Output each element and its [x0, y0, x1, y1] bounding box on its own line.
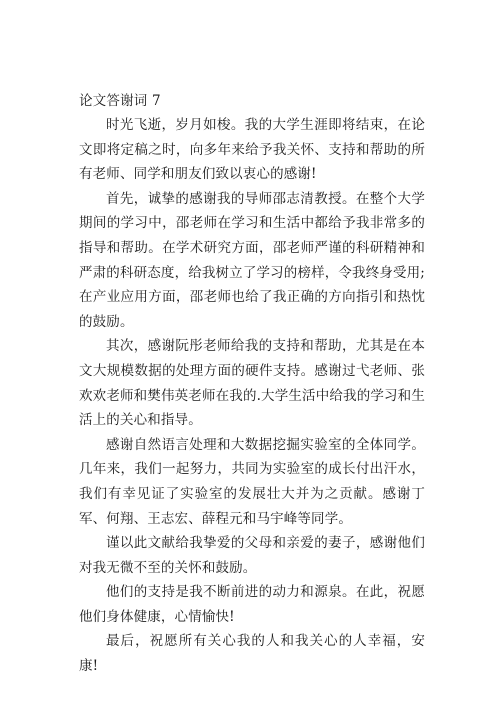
- document-body: [79, 89, 425, 679]
- paragraph-thanks-advisor: 首先，诚挚的感谢我的导师邵志清教授。在整个大学期间的学习中，邵老师在学习和生活中都给予我非常多的指导和帮助。在学术研究方面，邵老师严谨的科研精神和严肃的科研态度，给我树立了学习的榜样，令我终身受用;在产业应用方面，邵老师也给了我正确的方向指引和热忱的鼓励。: [79, 190, 425, 330]
- paragraph-thanks-intro: 时光飞逝，岁月如梭。我的大学生涯即将结束，在论文即将定稿之时，向多年来给予我关怀、支持和帮助的所有老师、同学和朋友们致以衷心的感谢!: [79, 117, 425, 183]
- paragraph-thanks-lab: 感谢自然语言处理和大数据挖掘实验室的全体同学。几年来，我们一起努力，共同为实验室的成长付出汗水，我们有幸见证了实验室的发展壮大并为之贡献。感谢丁军、何翔、王志宏、薛程元和马宇峰等同学。: [79, 436, 425, 527]
- paragraph-family-support: 他们的支持是我不断前进的动力和源泉。在此，祝愿他们身体健康，心情愉快!: [79, 584, 425, 625]
- paragraph-thanks-family: 谨以此文献给我挚爱的父母和亲爱的妻子，感谢他们对我无微不至的关怀和鼓励。: [79, 535, 425, 576]
- paragraph-closing: 最后，祝愿所有关心我的人和我关心的人幸福，安康!: [79, 633, 425, 675]
- paragraph-thanks-teachers: 其次，感谢阮彤老师给我的支持和帮助，尤其是在本文大规模数据的处理方面的硬件支持。感谢过弋老师、张欢欢老师和樊伟英老师在我的.大学生活中给我的学习和生活上的关心和指导。: [79, 338, 425, 429]
- document-title: 论文答谢词 7: [79, 93, 161, 109]
